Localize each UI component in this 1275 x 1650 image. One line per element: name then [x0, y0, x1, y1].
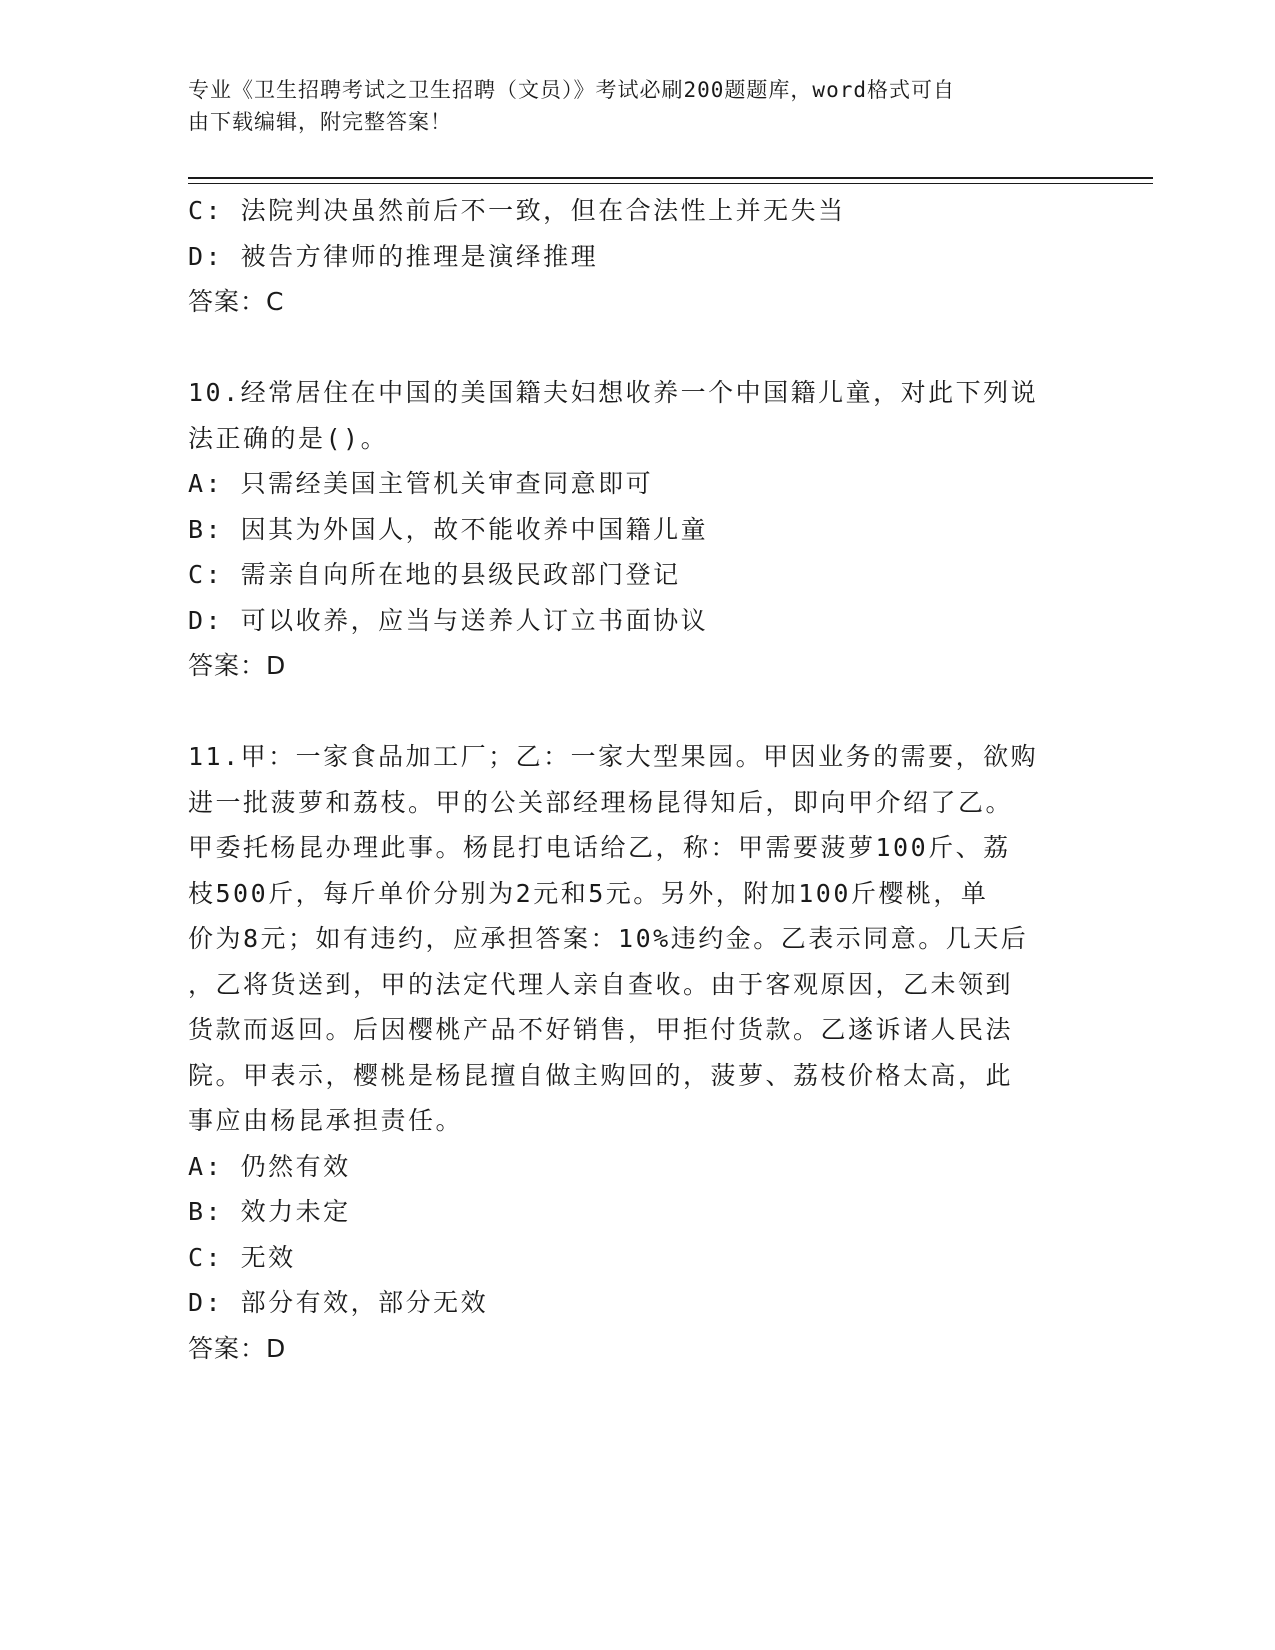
q11-stem-line-5: 价为8元；如有违约，应承担答案：10%违约金。乙表示同意。几天后	[188, 924, 1029, 953]
header-title-line-2: 由下载编辑，附完整答案！	[188, 110, 452, 134]
question-9-tail	[188, 188, 1088, 325]
question-11	[188, 734, 1088, 1371]
q11-stem-line-1: 11.甲：一家食品加工厂；乙：一家大型果园。甲因业务的需要，欲购	[188, 742, 1039, 771]
q11-stem-line-4: 枝500斤，每斤单价分别为2元和5元。另外，附加100斤樱桃，单	[188, 878, 989, 908]
header-divider-thick	[188, 177, 1153, 179]
page-header	[188, 74, 1088, 138]
q10-option-b: B: 因其为外国人，故不能收养中国籍儿童	[188, 514, 709, 544]
q9-option-d: D: 被告方律师的推理是演绎推理	[188, 241, 599, 271]
question-list	[188, 188, 1088, 1371]
q10-option-c: C: 需亲自向所在地的县级民政部门登记	[188, 560, 681, 589]
q11-option-d: D: 部分有效，部分无效	[188, 1288, 489, 1317]
q10-option-d: D: 可以收养，应当与送养人订立书面协议	[188, 605, 709, 635]
q9-option-c: C: 法院判决虽然前后不一致，但在合法性上并无失当	[188, 196, 846, 225]
q11-stem-line-2: 进一批菠萝和荔枝。甲的公关部经理杨昆得知后，即向甲介绍了乙。	[188, 787, 1014, 817]
q11-answer: 答案：D	[188, 1333, 287, 1363]
q10-stem-line-1: 10.经常居住在中国的美国籍夫妇想收养一个中国籍儿童，对此下列说	[188, 378, 1039, 407]
q11-option-b: B: 效力未定	[188, 1197, 351, 1226]
q10-answer: 答案：D	[188, 651, 287, 680]
header-divider-thin	[188, 183, 1153, 184]
q11-stem-line-9: 事应由杨昆承担责任。	[188, 1106, 464, 1135]
q10-option-a: A: 只需经美国主管机关审查同意即可	[188, 469, 654, 498]
q10-stem-line-2: 法正确的是()。	[188, 423, 389, 453]
q11-stem-line-8: 院。甲表示，樱桃是杨昆擅自做主购回的，菠萝、荔枝价格太高，此	[188, 1060, 1014, 1090]
q11-stem-line-3: 甲委托杨昆办理此事。杨昆打电话给乙，称：甲需要菠萝100斤、荔	[188, 833, 1011, 862]
q11-stem-line-7: 货款而返回。后因樱桃产品不好销售，甲拒付货款。乙遂诉诸人民法	[188, 1015, 1014, 1044]
header-title-line-1: 专业《卫生招聘考试之卫生招聘（文员）》考试必刷200题题库，word格式可自	[188, 78, 955, 102]
q11-stem-line-6: ，乙将货送到，甲的法定代理人亲自查收。由于客观原因，乙未领到	[188, 969, 1014, 999]
question-10	[188, 370, 1088, 689]
q11-option-a: A: 仍然有效	[188, 1151, 351, 1181]
q11-option-c: C: 无效	[188, 1242, 296, 1272]
spacer	[188, 689, 1088, 735]
q9-answer: 答案：C	[188, 287, 285, 316]
spacer	[188, 325, 1088, 371]
